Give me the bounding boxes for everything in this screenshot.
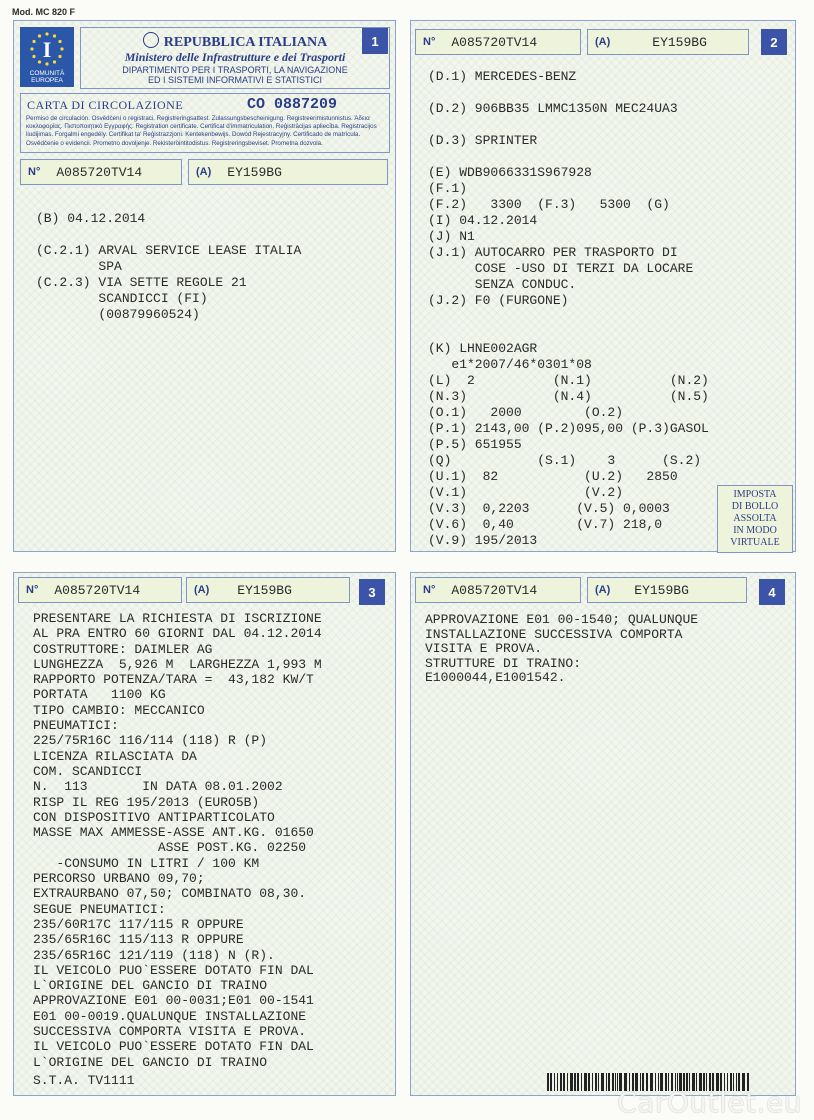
document-title: CARTA DI CIRCOLAZIONE <box>27 98 184 112</box>
notes-text: PRESENTARE LA RICHIESTA DI ISCRIZIONE AL PRA ENTRO 60 GIORNI DAL 04.12.2014 COSTRUTTORE: DAIMLER AG LUNGHEZZA 5,926 M LARGHEZZA 1,993 M RAPPORTO POTENZA/TARA = 43,182 KW/T PORTATA 1100 KG TIPO CAMBIO: MECCANICO PNEUMATICI: 225/75R16C 116/114 (118) R (P) LICENZA RILASCIATA DA COM. SCANDICCI N. 113 IN DATA 08.01.2002 RISP IL REG 195/2013 (EURO5B) CON DISPOSITIVO ANTIPARTICOLATO MASSE MAX AMMESSE-ASSE ANT.KG. 01650 ASSE POST.KG. 02250 -CONSUMO IN LITRI / 100 KM PERCORSO URBANO 09,70; EXTRAURBANO 07,50; COMBINATO 08,30. SEGUE PNEUMATICI: 235/60R17C 117/115 R OPPURE 235/65R16C 115/113 R OPPURE 235/65R16C 121/119 (118) N (R). IL VEICOLO PUO`ESSERE DOTATO FIN DAL L`ORIGINE DEL GANCIO DI TRAINO APPROVAZIONE E01 00-0031;E01 00-1541 E01 00-0019.QUALUNQUE INSTALLAZIONE SUCCESSIVA COMPORTA VISITA E PROVA. IL VEICOLO PUO`ESSERE DOTATO FIN DAL L`ORIGINE DEL GANCIO DI TRAINO <box>33 611 322 1070</box>
plate-number: EY159BG <box>652 34 707 50</box>
panel-number: 2 <box>761 29 787 55</box>
emblem-icon <box>143 32 159 48</box>
panel-2 <box>410 20 796 552</box>
registration-number: A085720TV14 <box>54 582 141 598</box>
plate-number: EY159BG <box>227 164 282 180</box>
panel-1 <box>13 20 396 552</box>
registration-number: A085720TV14 <box>451 582 538 598</box>
panel-number: 4 <box>759 579 785 605</box>
panel-number: 3 <box>359 579 385 605</box>
plate-number: EY159BG <box>634 582 689 598</box>
vehicle-details: (D.1) MERCEDES-BENZ (D.2) 906BB35 LMMC1350N MEC24UA3 (D.3) SPRINTER (E) WDB9066331S967928 (F.1) (F.2) 3300 (F.3) 5300 (G) (I) 04.12.2014 (J) N1 (J.1) AUTOCARRO PER TRASPORTO DI COSE -USO DI TERZI DA LOCARE SENZA CONDUC. (J.2) F0 (FURGONE) (K) LHNE002AGR e1*2007/46*0301*08 (L) 2 (N.1) (N.2) (N.3) (N.4) (N.5) (O.1) 2000 (O.2) (P.1) 2143,00 (P.2)095,00 (P.3)GASOL (P.5) 651955 (Q) (S.1) 3 (S.2) (U.1) 82 (U.2) 2850 (V.1) (V.2) (V.3) 0,2203 (V.5) 0,0003 (V.6) 0,40 (V.7) 218,0 (V.9) 195/2013 <box>428 69 709 548</box>
panel-number: 1 <box>362 28 388 54</box>
tax-stamp: IMPOSTA DI BOLLO ASSOLTA IN MODO VIRTUALE <box>717 485 793 553</box>
plate-box: (A) EY159BG <box>587 577 747 603</box>
form-code: Mod. MC 820 F <box>12 7 76 17</box>
document-number: CO 0887209 <box>247 96 338 113</box>
registration-number: A085720TV14 <box>56 164 143 180</box>
panel-3 <box>13 572 396 1096</box>
registration-number: A085720TV14 <box>451 34 538 50</box>
country-letter: I <box>42 37 52 62</box>
owner-details: (B) 04.12.2014 (C.2.1) ARVAL SERVICE LEASE ITALIA SPA (C.2.3) VIA SETTE REGOLE 21 SCANDICCI (FI) (00879960524) <box>36 211 302 322</box>
eu-emblem <box>20 27 74 87</box>
approval-text: APPROVAZIONE E01 00-1540; QUALUNQUE INSTALLAZIONE SUCCESSIVA COMPORTA VISITA E PROVA. STRUTTURE DI TRAINO: E1000044,E1001542. <box>425 612 699 685</box>
department-name: DIPARTIMENTO PER I TRASPORTI, LA NAVIGAZIONE ED I SISTEMI INFORMATIVI E STATISTICI <box>122 65 348 85</box>
plate-box: (A) EY159BG <box>587 29 749 55</box>
ministry-name: Ministero delle Infrastrutture e dei Trasporti <box>124 50 346 64</box>
multilingual-title: Permiso de circulación. Osvědčení o registraci. Registreringsattest. Zulassungsbescheinigung. Registreerimistunnistus. Άδεια κυκλοφορίας. Πιστοποιητικό Εγγραφής. Registration certificate. Certificat d'immatriculation. Reģistrācijas apliecība. Registracijos liudijimas. Forgalmi engedély. Certifikat ta' Reģistrazzjoni. Kentekenbewijs. Dowód Rejestracyjny. Certificado de matrícula. Osvědčenie o evidencii. Prometno dovoljenje. Rekisteröintitodistus. Registreringsbeviset. Prometna dozvola. <box>26 115 377 147</box>
plate-box: (A) EY159BG <box>186 577 350 603</box>
eu-label: COMUNITÀ EUROPEA <box>29 70 65 84</box>
certificate-header <box>20 93 390 153</box>
panel-4 <box>410 572 796 1096</box>
registration-number-box: N° A085720TV14 <box>415 29 581 55</box>
registration-number-box: N° A085720TV14 <box>20 159 182 185</box>
registration-number-box: N° A085720TV14 <box>415 577 581 603</box>
republic-title: REPUBBLICA ITALIANA <box>81 32 389 51</box>
office-code: S.T.A. TV1111 <box>33 1073 135 1088</box>
plate-box: (A) EY159BG <box>188 159 388 185</box>
watermark-logo: CarOutlet.eu <box>617 1086 802 1119</box>
ministry-header <box>80 27 390 89</box>
registration-number-box: N° A085720TV14 <box>18 577 182 603</box>
plate-number: EY159BG <box>237 582 292 598</box>
